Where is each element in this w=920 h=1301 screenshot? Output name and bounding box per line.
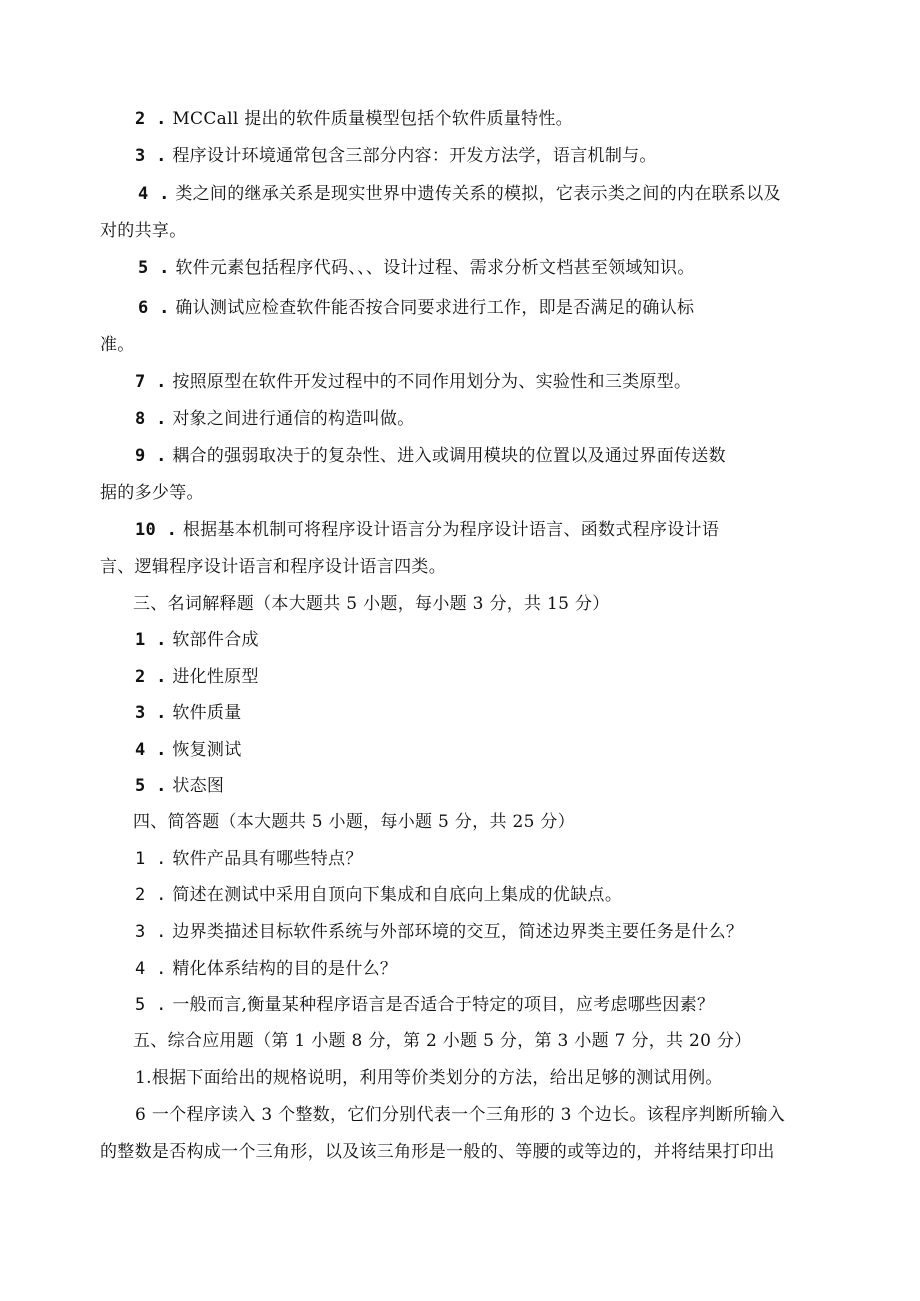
section-heading-application <box>133 1030 752 1052</box>
term-item-4 <box>135 739 242 761</box>
item-text: 软部件合成 <box>172 630 259 650</box>
item-text: 的整数是否构成一个三角形，以及该三角形是一般的、等腰的或等边的，并将结果打印出 <box>100 1142 775 1162</box>
item-text: 类之间的继承关系是现实世界中遗传关系的模拟，它表示类之间的内在联系以及 <box>175 184 781 204</box>
fill-in-item-7 <box>135 371 691 393</box>
item-text: 准。 <box>100 335 135 355</box>
fill-in-item-3 <box>135 145 657 167</box>
fill-in-item-4-continued <box>100 220 187 242</box>
section-heading-short-answer <box>133 811 575 833</box>
item-number: 1 . <box>135 630 167 650</box>
item-text: 对象之间进行通信的构造叫做。 <box>172 409 415 429</box>
item-number: 4 . <box>135 740 167 760</box>
fill-in-item-6-continued <box>100 334 135 356</box>
term-item-2 <box>135 666 259 688</box>
section-heading-text: 五、综合应用题（第 1 小题 8 分，第 2 小题 5 分，第 3 小题 7 分，共 20 分） <box>133 1031 752 1051</box>
item-text: 6 一个程序读入 3 个整数，它们分别代表一个三角形的 3 个边长。该程序判断所输入 <box>135 1105 786 1125</box>
item-number: 5 . <box>135 995 167 1015</box>
item-number: 9 . <box>135 446 167 466</box>
item-number: 2 . <box>135 667 167 687</box>
item-text: MCCall 提出的软件质量模型包括个软件质量特性。 <box>172 109 573 129</box>
term-item-3 <box>135 702 242 724</box>
item-text: 软件质量 <box>172 703 242 723</box>
item-text: 边界类描述目标软件系统与外部环境的交互，简述边界类主要任务是什么？ <box>172 922 744 942</box>
item-text: 根据基本机制可将程序设计语言分为程序设计语言、函数式程序设计语 <box>182 520 720 540</box>
application-question-1-spec-continued <box>100 1141 775 1163</box>
item-text: 对的共享。 <box>100 221 187 241</box>
fill-in-item-4 <box>138 183 781 205</box>
term-item-5 <box>135 775 224 797</box>
item-number: 6 . <box>138 298 170 318</box>
section-heading-text: 四、简答题（本大题共 5 小题，每小题 5 分，共 25 分） <box>133 812 575 832</box>
item-number: 3 . <box>135 703 167 723</box>
item-number: 4 . <box>138 184 170 204</box>
short-answer-item-5 <box>135 994 714 1016</box>
item-text: 精化体系结构的目的是什么？ <box>172 959 398 979</box>
item-number: 2 . <box>135 885 167 905</box>
item-number: 3 . <box>135 146 167 166</box>
item-text: 按照原型在软件开发过程中的不同作用划分为、实验性和三类原型。 <box>172 372 692 392</box>
item-text: 状态图 <box>172 776 225 796</box>
item-text: 简述在测试中采用自顶向下集成和自底向上集成的优缺点。 <box>172 885 623 905</box>
section-heading-text: 三、名词解释题（本大题共 5 小题，每小题 3 分，共 15 分） <box>133 594 610 614</box>
short-answer-item-1 <box>135 848 363 870</box>
item-number: 8 . <box>135 409 167 429</box>
item-text: 进化性原型 <box>172 667 259 687</box>
item-number: 10 . <box>135 520 178 540</box>
short-answer-item-4 <box>135 958 397 980</box>
item-number: 4 . <box>135 959 167 979</box>
application-question-1 <box>135 1067 723 1089</box>
item-number: 2 . <box>135 109 167 129</box>
fill-in-item-9-continued <box>100 482 204 504</box>
item-number: 5 . <box>135 776 167 796</box>
item-text: 据的多少等。 <box>100 483 204 503</box>
item-text: 1.根据下面给出的规格说明，利用等价类划分的方法，给出足够的测试用例。 <box>135 1068 723 1088</box>
fill-in-item-5 <box>138 257 695 279</box>
item-text: 程序设计环境通常包含三部分内容：开发方法学，语言机制与。 <box>172 146 657 166</box>
fill-in-item-2 <box>135 108 573 130</box>
item-number: 3 . <box>135 922 167 942</box>
short-answer-item-2 <box>135 884 622 906</box>
section-heading-term-definitions <box>133 593 610 615</box>
fill-in-item-10-continued <box>100 556 446 578</box>
item-text: 耦合的强弱取决于的复杂性、进入或调用模块的位置以及通过界面传送数 <box>172 446 726 466</box>
application-question-1-spec <box>135 1104 785 1126</box>
fill-in-item-6 <box>138 297 694 319</box>
term-item-1 <box>135 629 259 651</box>
item-text: 软件元素包括程序代码、、、设计过程、需求分析文档甚至领域知识。 <box>175 258 695 278</box>
item-number: 1 . <box>135 849 167 869</box>
fill-in-item-8 <box>135 408 415 430</box>
item-text: 恢复测试 <box>172 740 242 760</box>
item-text: 言、逻辑程序设计语言和程序设计语言四类。 <box>100 557 446 577</box>
short-answer-item-3 <box>135 921 743 943</box>
item-text: 软件产品具有哪些特点？ <box>172 849 363 869</box>
item-text: 确认测试应检查软件能否按合同要求进行工作，即是否满足的确认标 <box>175 298 695 318</box>
fill-in-item-9 <box>135 445 726 467</box>
item-number: 5 . <box>138 258 170 278</box>
fill-in-item-10 <box>135 519 719 541</box>
item-text: 一般而言,衡量某种程序语言是否适合于特定的项目，应考虑哪些因素？ <box>172 995 715 1015</box>
item-number: 7 . <box>135 372 167 392</box>
